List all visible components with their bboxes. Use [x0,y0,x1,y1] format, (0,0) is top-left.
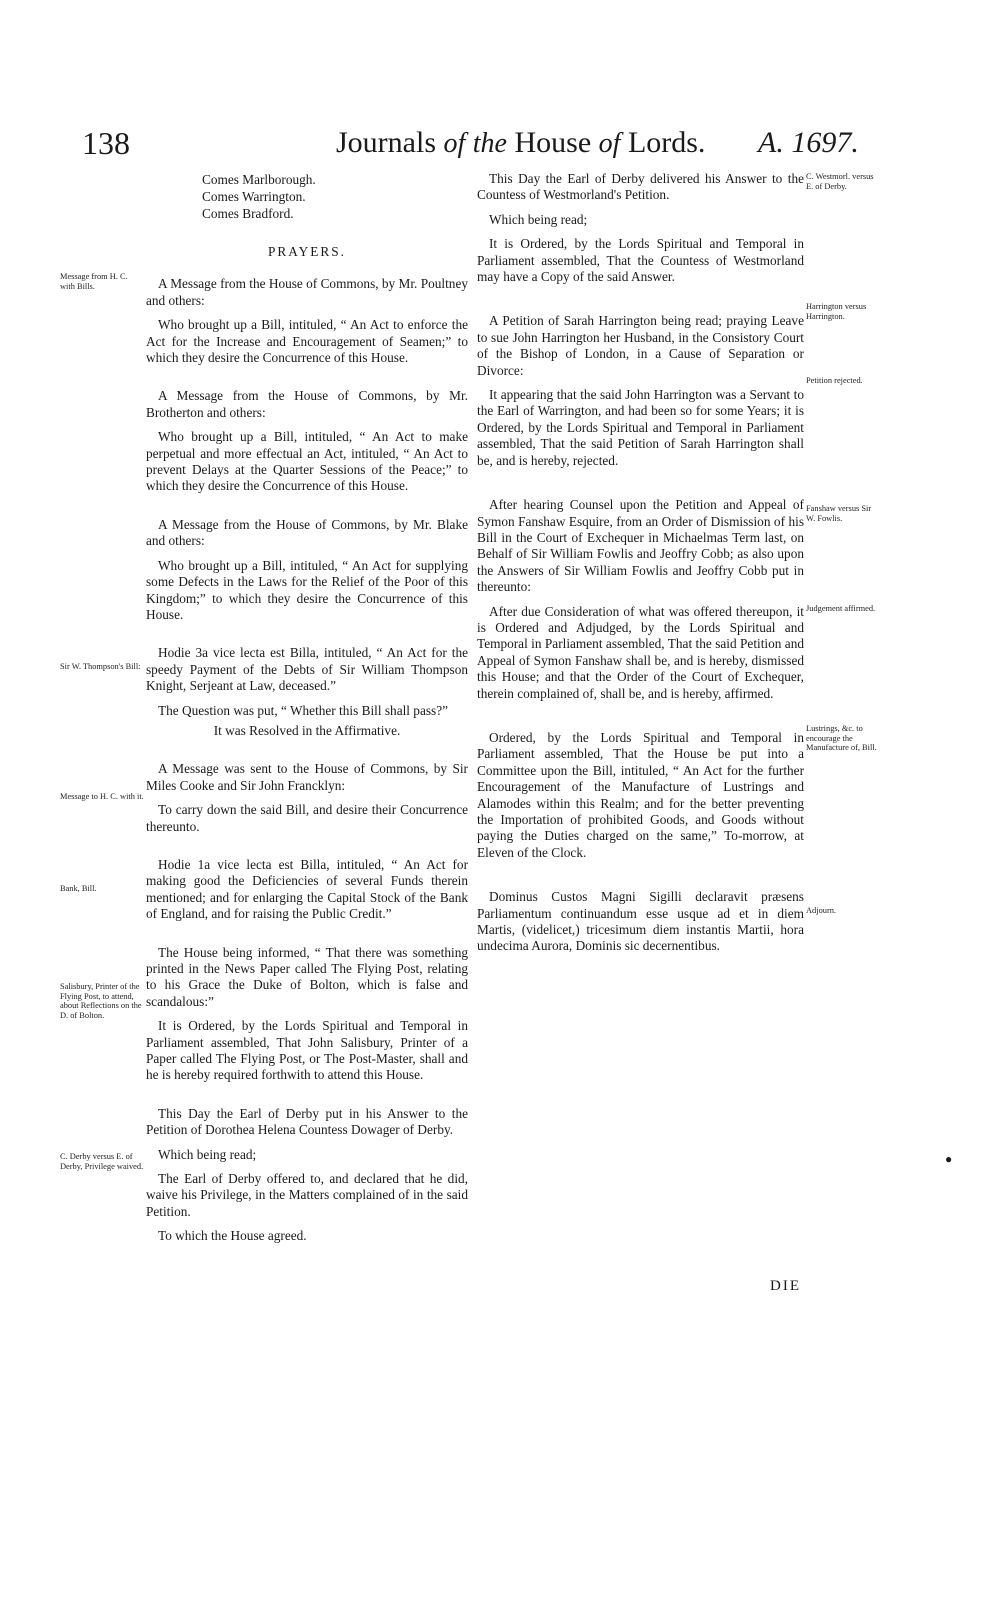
margin-note: Petition rejected. [806,376,863,385]
header-title-lords: Lords. [627,126,706,159]
margin-note: Harrington versus Harrington. [806,302,867,321]
entry-paragraph: Who brought up a Bill, intituled, “ An Act to enforce the Act for the Increase and Encouragement of Seamen;” to which they desire the Concurrence of this House. [146,317,468,366]
left-column [146,171,468,1253]
entry-paragraph: A Message from the House of Commons, by Mr. Poultney and others: [146,276,468,308]
margin-note: Sir W. Thompson's Bill: [60,662,141,671]
margin-note: C. Derby versus E. of Derby, Privilege waived. [60,1152,144,1171]
attendee-line: Comes Warrington. [202,189,306,204]
right-column [477,171,804,963]
margin-note: Judgement affirmed. [806,604,876,613]
entry-paragraph: After due Consideration of what was offered thereupon, it is Ordered and Adjudged, by the Lords Spiritual and Temporal in Parliament assembled, That the said Petition and Appeal of Symon Fanshaw shall be, and is hereby, dismissed this House; and that the Order of the Court of Exchequer, therein complained of, shall be, and is hereby, affirmed. [477,603,804,701]
entry-paragraph: It is Ordered, by the Lords Spiritual and Temporal in Parliament assembled, That the Countess of Westmorland may have a Copy of the said Answer. [477,236,804,285]
margin-note: Adjourn. [806,906,837,915]
header-title-the: the [472,128,507,159]
entry-paragraph: To which the House agreed. [158,1228,307,1244]
margin-note: Bank, Bill. [60,884,97,893]
margin-note: Message from H. C. with Bills. [60,272,128,291]
margin-note: Message to H. C. with it. [60,792,144,801]
entry-paragraph: Ordered, by the Lords Spiritual and Temporal in Parliament assembled, That the House be put into a Committee upon the Bill, intituled, “ An Act for the further Encouragement of the Manufacture of Lustrings and Alamodes within this Realm; and for the better preventing the Importation of prohibited Goods, and Goods without paying the Duties charged on the same,” To-morrow, at Eleven of the Clock. [477,729,804,860]
entry-paragraph: Who brought up a Bill, intituled, “ An Act to make perpetual and more effectual an Act, intituled, “ An Act to prevent Delays at the Quarter Sessions of the Peace;” to which they desire the Concurrence of this House. [146,429,468,494]
entry-paragraph: Hodie 1a vice lecta est Billa, intituled, “ An Act for making good the Deficiencies of several Funds therein mentioned; and for enlarging the Capital Stock of the Bank of England, and for raising the Public Credit.” [146,856,468,922]
margin-note: Salisbury, Printer of the Flying Post, to attend, about Reflections on the D. of Bolton. [60,982,142,1020]
header-title-of-2: of [598,128,621,159]
entry-paragraph: The Earl of Derby offered to, and declared that he did, waive his Privilege, in the Matters complained of in the said Petition. [146,1171,468,1219]
attendee-line: Comes Marlborough. [202,172,316,187]
entry-paragraph: A Petition of Sarah Harrington being read; praying Leave to sue John Harrington her Husband, in the Consistory Court of the Bishop of London, in a Cause of Separation or Divorce: [477,313,804,378]
entry-paragraph: Which being read; [489,211,588,227]
entry-paragraph: The House being informed, “ That there was something printed in the News Paper called The Flying Post, relating to his Grace the Duke of Bolton, which is false and scandalous:” [146,944,468,1009]
header-year: A. 1697. [758,126,859,159]
entry-paragraph: Who brought up a Bill, intituled, “ An Act for supplying some Defects in the Laws for the Relief of the Poor of this Kingdom;” to which they desire the Concurrence of this House. [146,557,468,622]
header-title-house: House [514,126,592,159]
margin-note: C. Westmorl. versus E. of Derby. [806,172,874,191]
entry-paragraph: After hearing Counsel upon the Petition and Appeal of Symon Fanshaw Esquire, from an Order of Dismission of his Bill in the Court of Exchequer in Michaelmas Term last, on Behalf of Sir William Fowlis and Jeoffry Cobb; as also upon the Answers of Sir William Fowlis and Jeoffry Cobb put in thereunto: [477,497,804,595]
entry-paragraph: A Message from the House of Commons, by Mr. Brotherton and others: [146,388,468,420]
margin-note: Fanshaw versus Sir W. Fowlis. [806,504,872,523]
header-title-journals: Journals [336,126,436,159]
header-title-of: of [443,128,466,159]
entry-paragraph: This Day the Earl of Derby delivered his Answer to the Countess of Westmorland's Petition. [477,171,804,203]
entry-paragraph: It was Resolved in the Affirmative. [213,722,401,738]
entry-paragraph: This Day the Earl of Derby put in his Answer to the Petition of Dorothea Helena Countess Dowager of Derby. [146,1105,468,1138]
margin-note: Lustrings, &c. to encourage the Manufacture of, Bill. [806,724,877,753]
stray-mark: ● [945,1152,953,1166]
entry-paragraph: It appearing that the said John Harrington was a Servant to the Earl of Warrington, and had been so for some Years; it is Ordered, by the Lords Spiritual and Temporal in Parliament assembled, That the said Petition of Sarah Harrington shall be, and is hereby, rejected. [477,387,804,468]
entry-paragraph: The Question was put, “ Whether this Bill shall pass?” [158,702,449,718]
prayers-heading: PRAYERS. [268,244,346,259]
page-number: 138 [82,125,130,161]
catchword: DIE [770,1278,801,1294]
header-title [336,126,705,161]
attendee-line: Comes Bradford. [202,206,294,221]
entry-paragraph: It is Ordered, by the Lords Spiritual and Temporal in Parliament assembled, That John Salisbury, Printer of a Paper called The Flying Post, or The Post-Master, shall and he is hereby required forthwith to attend this House. [146,1018,468,1083]
entry-paragraph: A Message from the House of Commons, by Mr. Blake and others: [146,516,468,549]
entry-paragraph: Dominus Custos Magni Sigilli declaravit præsens Parliamentum continuandum esse usque ad et in diem Martis, (videlicet,) tricesimum diem instantis Martii, hora undecima Aurora, Dominis sic decernentibus. [477,889,804,954]
entry-paragraph: A Message was sent to the House of Commons, by Sir Miles Cooke and Sir John Francklyn: [146,761,468,793]
entry-paragraph: To carry down the said Bill, and desire their Concurrence thereunto. [146,802,468,834]
entry-paragraph: Which being read; [158,1146,257,1162]
entry-paragraph: Hodie 3a vice lecta est Billa, intituled, “ An Act for the speedy Payment of the Debts of Sir William Thompson Knight, Serjeant at Law, deceased.” [146,645,468,694]
